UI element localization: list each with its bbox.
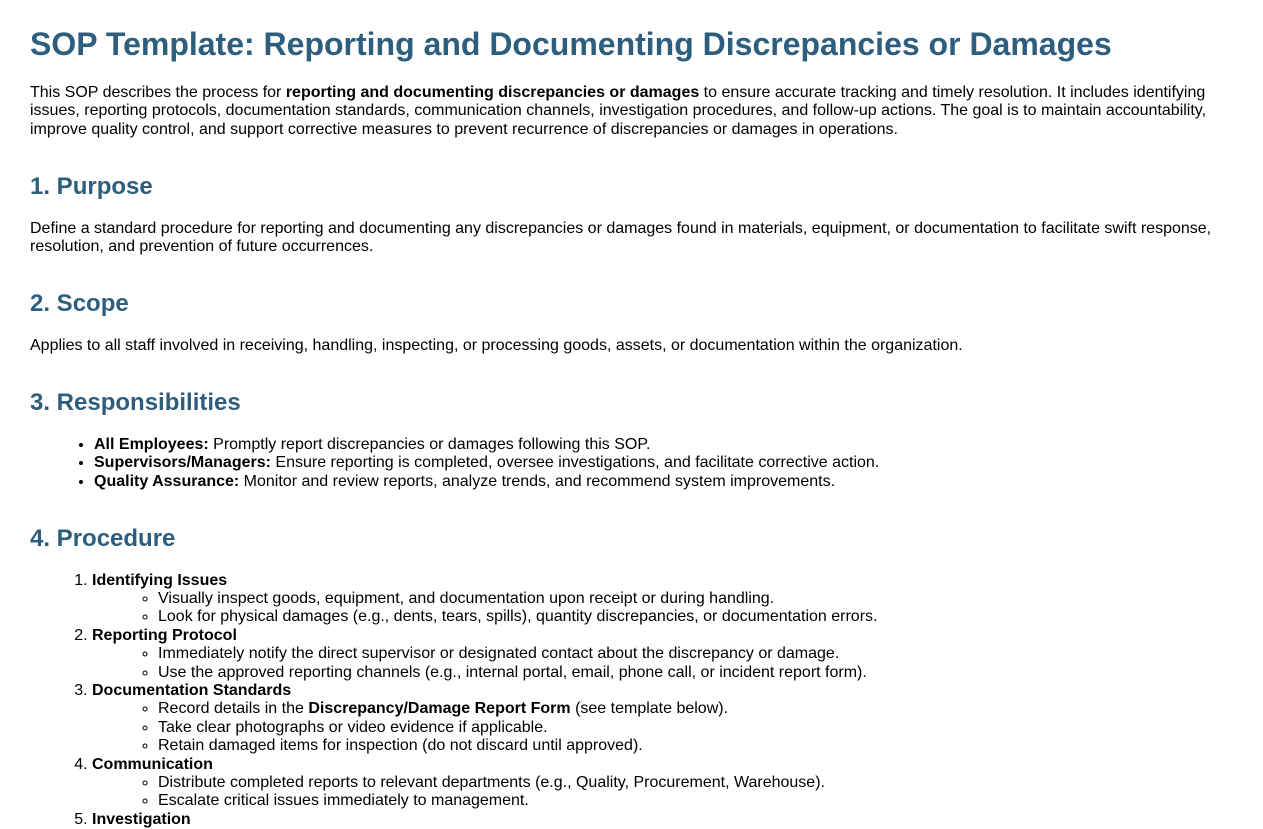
- section-heading-purpose: 1. Purpose: [30, 172, 153, 200]
- procedure-list: [30, 572, 1233, 829]
- procedure-substep: [158, 774, 1233, 792]
- procedure-substeps: [92, 645, 1233, 682]
- sop-document: [30, 26, 1233, 829]
- substep-text-bold: Discrepancy/Damage Report Form: [308, 700, 571, 718]
- purpose-paragraph: Define a standard procedure for reporting and documenting any discrepancies or damages found in materials, equipment, or documentation to facilitate swift response, resolution, and prevention of future occurrences.: [30, 219, 1212, 255]
- section-heading-responsibilities: 3. Responsibilities: [30, 389, 241, 417]
- substep-text: Escalate critical issues immediately to management.: [158, 792, 529, 810]
- intro-text-bold: reporting and documenting discrepancies or damages: [285, 83, 700, 101]
- responsibility-role: All Employees:: [94, 435, 209, 453]
- procedure-step: [92, 572, 1233, 627]
- procedure-substep: [158, 645, 1233, 663]
- procedure-step-title: Documentation Standards: [92, 682, 292, 700]
- procedure-substeps: [92, 700, 1233, 755]
- procedure-step: [92, 682, 1233, 756]
- responsibility-text: Promptly report discrepancies or damages following this SOP.: [208, 435, 651, 453]
- procedure-step-title: Reporting Protocol: [92, 626, 237, 644]
- responsibility-item: [94, 454, 1233, 472]
- substep-text: Immediately notify the direct supervisor or designated contact about the discrepancy or damage.: [158, 645, 840, 663]
- procedure-step-title: Investigation: [92, 810, 191, 828]
- substep-text: Record details in the: [158, 700, 309, 718]
- intro-text-post: to ensure accurate tracking and timely resolution. It includes identifying issues, reporting protocols, documentation standards, communication channels, investigation procedures, and follow-up actions. The goal is to maintain accountability, improve quality control, and support corrective measures to prevent recurrence of discrepancies or damages in operations.: [30, 83, 1207, 138]
- substep-text: Take clear photographs or video evidence if applicable.: [158, 718, 548, 736]
- procedure-step-title: Communication: [92, 755, 213, 773]
- procedure-substep: [158, 792, 1233, 810]
- procedure-substep: [158, 608, 1233, 626]
- responsibility-text: Ensure reporting is completed, oversee investigations, and facilitate corrective action.: [270, 454, 880, 472]
- section-heading-scope: 2. Scope: [30, 290, 129, 318]
- responsibility-item: [94, 473, 1233, 491]
- intro-paragraph: [30, 84, 1233, 139]
- substep-text: Look for physical damages (e.g., dents, tears, spills), quantity discrepancies, or documentation errors.: [158, 608, 878, 626]
- responsibility-item: [94, 436, 1233, 454]
- substep-text: Visually inspect goods, equipment, and documentation upon receipt or during handling.: [158, 590, 775, 608]
- procedure-substeps: [92, 590, 1233, 627]
- substep-text: Retain damaged items for inspection (do not discard until approved).: [158, 737, 643, 755]
- scope-paragraph: Applies to all staff involved in receiving, handling, inspecting, or processing goods, assets, or documentation within the organization.: [30, 336, 963, 354]
- responsibility-role: Supervisors/Managers:: [94, 454, 271, 472]
- procedure-substep: [158, 590, 1233, 608]
- procedure-substep: [158, 700, 1233, 718]
- responsibility-role: Quality Assurance:: [94, 472, 240, 490]
- procedure-step: [92, 627, 1233, 682]
- procedure-substeps: [92, 774, 1233, 811]
- substep-text: Distribute completed reports to relevant departments (e.g., Quality, Procurement, Warehouse).: [158, 773, 825, 791]
- procedure-substep: [158, 719, 1233, 737]
- responsibilities-list: [30, 436, 1233, 491]
- procedure-substep: [158, 737, 1233, 755]
- responsibility-text: Monitor and review reports, analyze trends, and recommend system improvements.: [239, 472, 836, 490]
- section-heading-procedure: 4. Procedure: [30, 525, 176, 553]
- procedure-substep: [158, 664, 1233, 682]
- page-title: SOP Template: Reporting and Documenting Discrepancies or Damages: [30, 26, 1112, 62]
- intro-text-pre: This SOP describes the process for: [30, 83, 286, 101]
- substep-text: Use the approved reporting channels (e.g., internal portal, email, phone call, or incident report form).: [158, 663, 867, 681]
- procedure-step-title: Identifying Issues: [92, 571, 228, 589]
- substep-text-post: (see template below).: [570, 700, 729, 718]
- procedure-step: [92, 756, 1233, 811]
